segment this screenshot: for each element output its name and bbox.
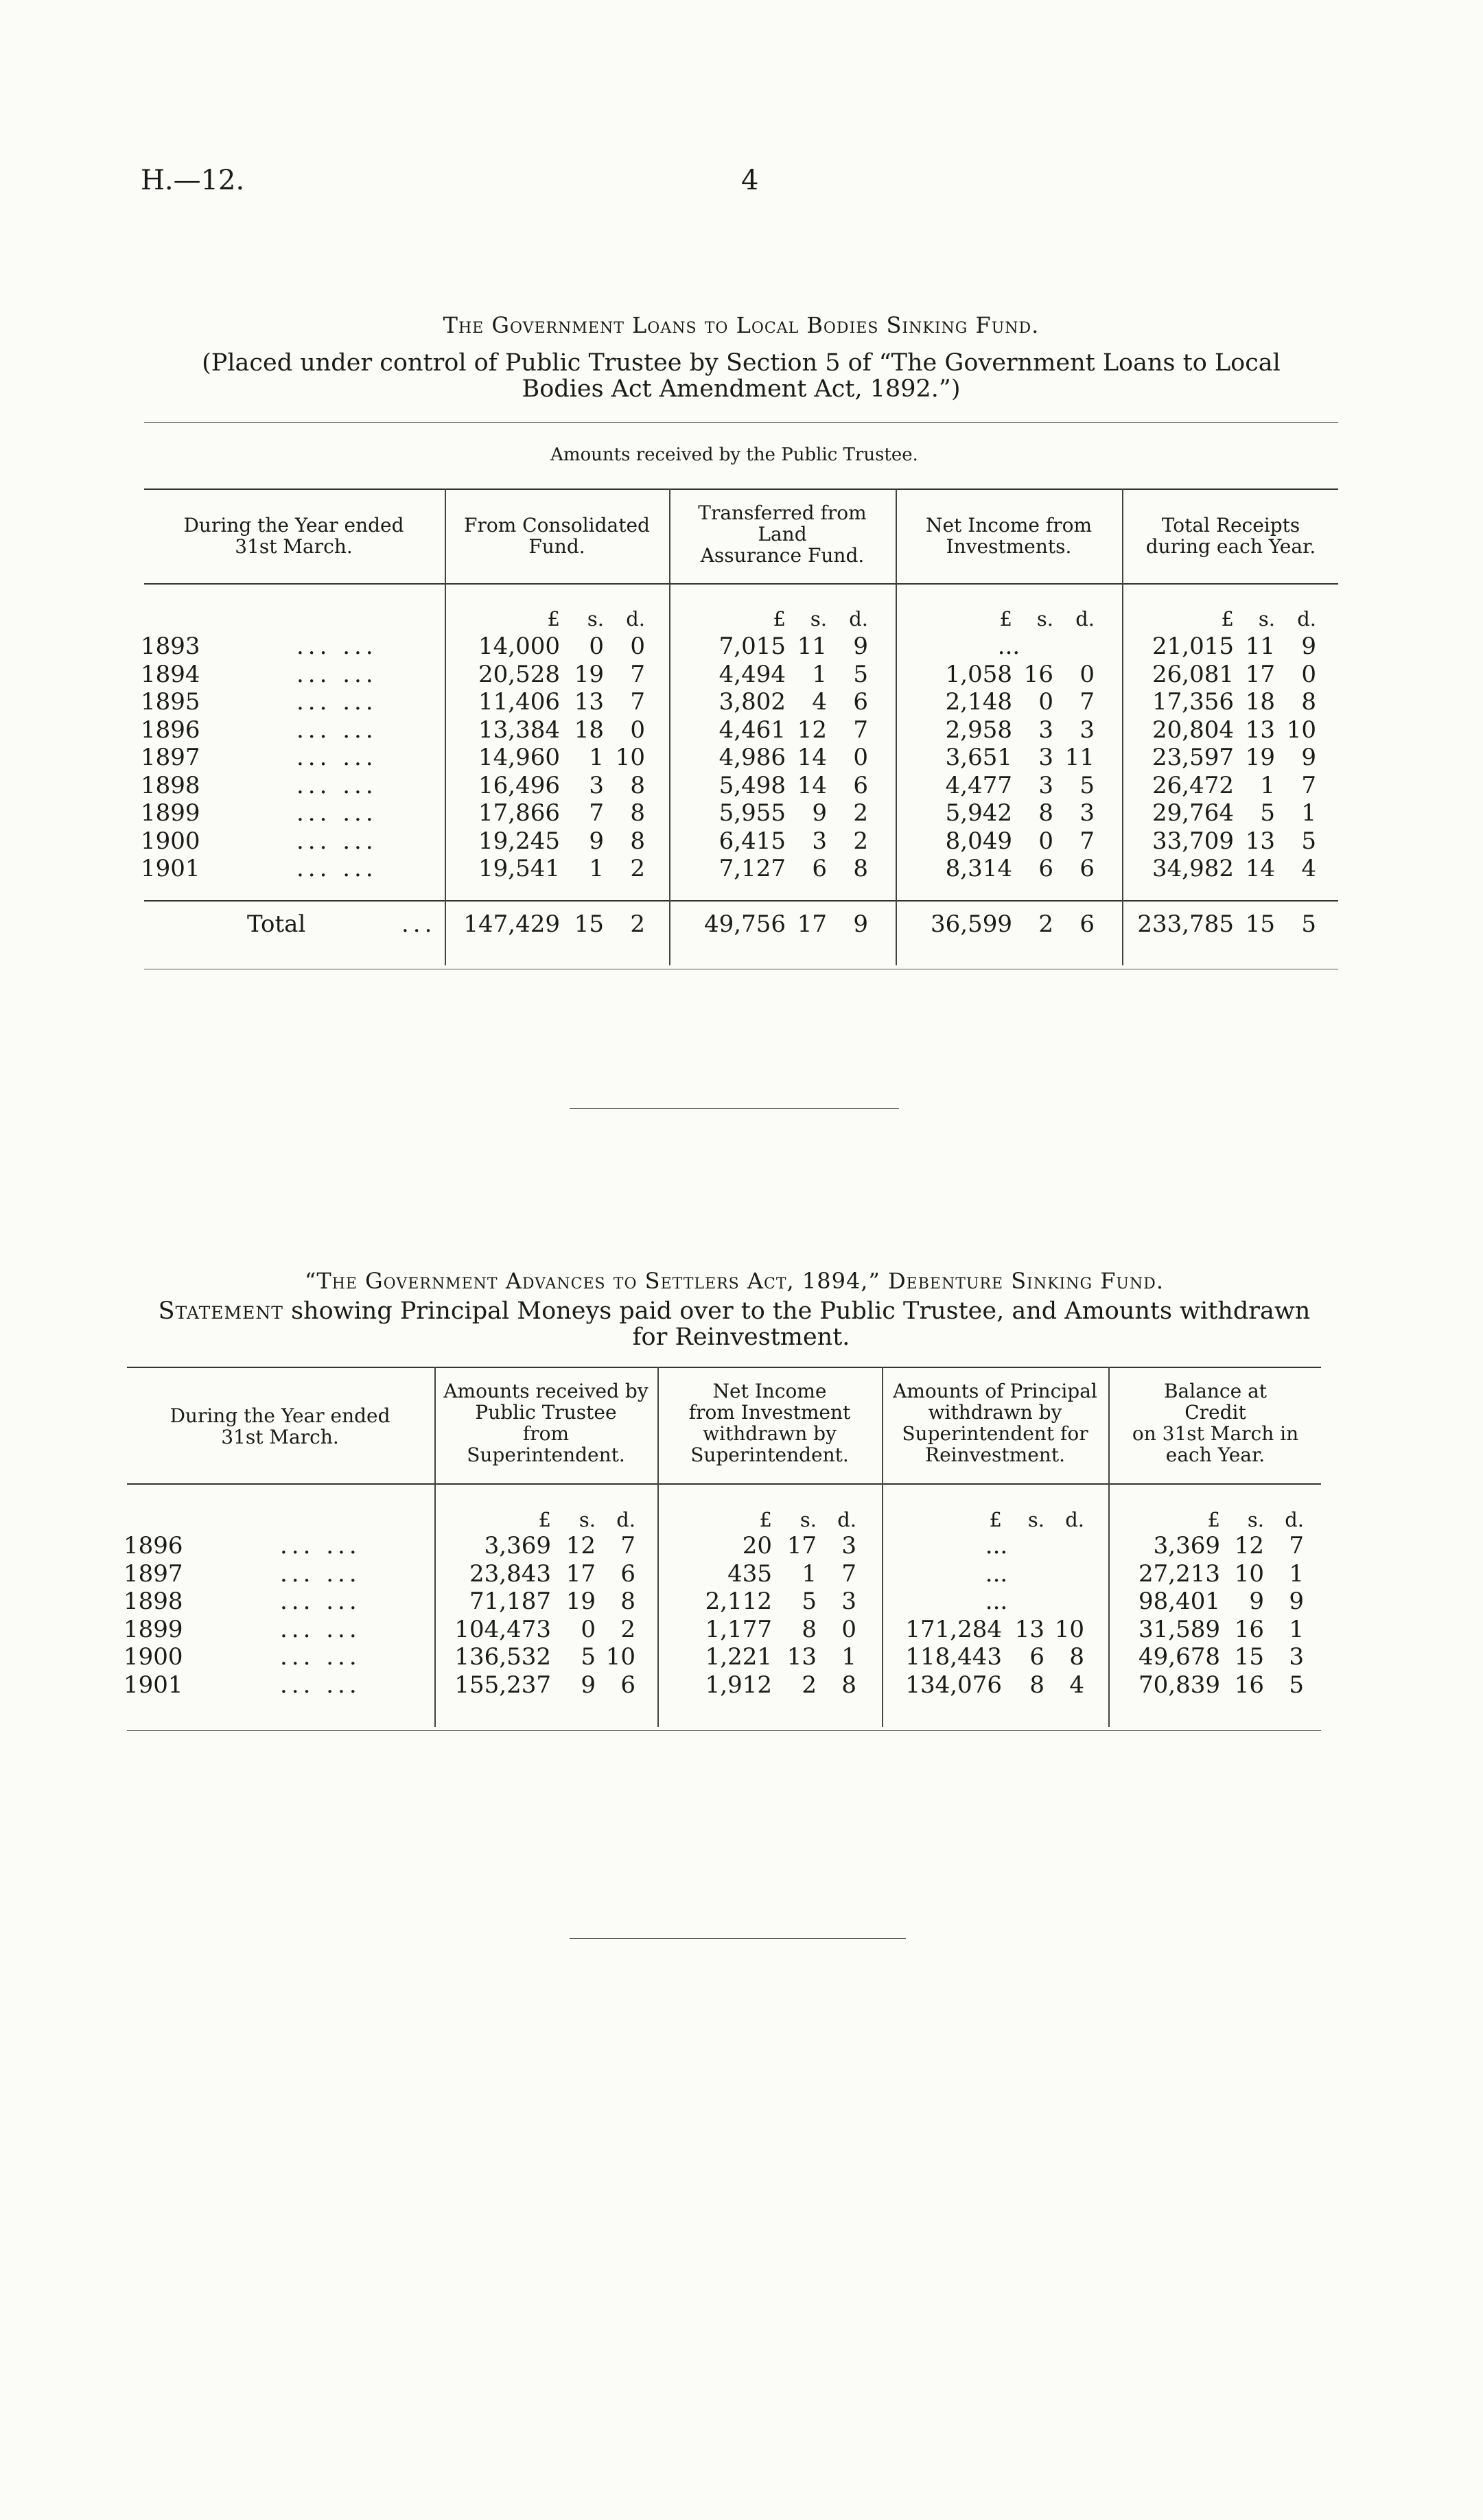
- cell-shillings: 9: [589, 827, 604, 855]
- t2-header-year: During the Year ended 31st March.: [170, 1404, 390, 1448]
- row-leader-dots: ... ...: [296, 716, 377, 744]
- row-year: 1893: [141, 633, 200, 660]
- t1-rule-header-top: [144, 488, 1338, 490]
- t1-header-total-receipts: Total Receipts during each Year.: [1145, 514, 1316, 558]
- row-year: 1899: [141, 799, 200, 827]
- cell-pounds: 34,982: [1152, 855, 1234, 882]
- unit-shillings: s.: [1027, 1508, 1044, 1531]
- cell-pence: 10: [1286, 716, 1316, 744]
- cell-pounds: 4,477: [945, 771, 1012, 799]
- cell-pence: 7: [1079, 688, 1095, 716]
- cell-pounds: 26,472: [1152, 771, 1234, 799]
- table-row: [0, 744, 1483, 771]
- unit-pence: d.: [1065, 1508, 1084, 1531]
- cell-shillings: 8: [1038, 799, 1053, 827]
- cell-pounds: 1,221: [705, 1643, 772, 1671]
- cell-shillings: 11: [1245, 633, 1275, 660]
- cell-pounds: 435: [727, 1559, 772, 1588]
- total-pounds: 49,756: [704, 910, 786, 938]
- cell-pounds: 1,912: [705, 1671, 772, 1699]
- cell-pounds: 29,764: [1152, 799, 1234, 827]
- cell-shillings: 3: [1038, 771, 1053, 799]
- cell-pounds: 104,473: [454, 1615, 551, 1643]
- unit-shillings: s.: [1258, 607, 1275, 631]
- cell-pounds: 1,058: [945, 660, 1012, 688]
- unit-pound: £: [989, 1508, 1002, 1531]
- cell-shillings: 0: [1038, 827, 1053, 855]
- row-year: 1897: [141, 744, 200, 771]
- cell-pence: 7: [630, 688, 645, 716]
- cell-shillings: 16: [1234, 1615, 1264, 1643]
- table-row: [0, 1616, 1483, 1643]
- cell-pence: 3: [1079, 799, 1095, 827]
- cell-pence: 4: [1069, 1671, 1084, 1699]
- cell-shillings: 19: [574, 660, 604, 688]
- cell-pounds: 136,532: [454, 1643, 551, 1671]
- cell-pounds: 17,866: [478, 799, 560, 827]
- cell-pence: 1: [1289, 1559, 1304, 1588]
- cell-pence: 8: [853, 855, 868, 882]
- cell-pence: 1: [841, 1643, 856, 1671]
- cell-shillings: 17: [565, 1559, 596, 1588]
- cell-pounds: 16,496: [478, 771, 560, 799]
- cell-shillings: 10: [1234, 1559, 1264, 1588]
- section2-statement-line2: for Reinvestment.: [632, 1323, 850, 1351]
- cell-nil: ...: [985, 1559, 1008, 1588]
- row-leader-dots: ...: [401, 910, 436, 938]
- row-leader-dots: ... ...: [280, 1643, 361, 1671]
- cell-pence: 7: [630, 660, 645, 688]
- cell-pounds: 13,384: [478, 716, 560, 744]
- t2-header-received: Amounts received by Public Trustee from Superintendent.: [443, 1380, 649, 1466]
- cell-pence: 7: [1079, 827, 1095, 855]
- cell-pounds: 2,112: [705, 1588, 772, 1615]
- section1-subtitle-line1: (Placed under control of Public Trustee by Section 5 of “The Government Loans to Local: [202, 349, 1281, 377]
- cell-pounds: 4,461: [719, 716, 786, 744]
- section2-statement-line1: [124, 1298, 1345, 1324]
- cell-pence: 3: [1079, 716, 1095, 744]
- section-divider: [570, 1938, 906, 1939]
- statement-word: Statement: [158, 1297, 283, 1325]
- row-leader-dots: ... ...: [296, 744, 377, 771]
- cell-shillings: 7: [589, 799, 604, 827]
- cell-pence: 4: [1301, 855, 1316, 882]
- cell-shillings: 16: [1023, 660, 1053, 688]
- row-leader-dots: ... ...: [296, 633, 377, 660]
- cell-pounds: 19,541: [478, 855, 560, 882]
- cell-shillings: 13: [786, 1643, 817, 1671]
- cell-shillings: 15: [1234, 1643, 1264, 1671]
- unit-shillings: s.: [579, 1508, 596, 1531]
- cell-pence: 8: [620, 1588, 635, 1615]
- total-pounds: 233,785: [1137, 910, 1234, 938]
- cell-shillings: 8: [802, 1615, 817, 1643]
- row-leader-dots: ... ...: [296, 827, 377, 855]
- cell-shillings: 12: [797, 716, 827, 744]
- cell-pence: 7: [841, 1559, 856, 1588]
- row-year: 1899: [124, 1615, 183, 1643]
- cell-shillings: 6: [1029, 1643, 1044, 1671]
- t2-rule-header-bottom: [127, 1483, 1321, 1485]
- cell-shillings: 17: [786, 1532, 817, 1559]
- cell-shillings: 18: [574, 716, 604, 744]
- row-leader-dots: ... ...: [296, 855, 377, 882]
- cell-pounds: 27,213: [1138, 1559, 1220, 1588]
- cell-pence: 9: [853, 633, 868, 660]
- unit-pound: £: [1221, 607, 1234, 631]
- cell-pounds: 70,839: [1138, 1671, 1220, 1699]
- cell-shillings: 1: [589, 855, 604, 882]
- cell-shillings: 1: [802, 1559, 817, 1588]
- t2-rule-bottom: [127, 1730, 1321, 1731]
- cell-shillings: 3: [589, 771, 604, 799]
- cell-pounds: 19,245: [478, 827, 560, 855]
- cell-pounds: 26,081: [1152, 660, 1234, 688]
- cell-pounds: 5,942: [945, 799, 1012, 827]
- table-row: [0, 688, 1483, 716]
- cell-pence: 5: [1079, 771, 1095, 799]
- table-row: [0, 799, 1483, 827]
- row-year: 1894: [141, 660, 200, 688]
- cell-pounds: 14,960: [478, 744, 560, 771]
- row-leader-dots: ... ...: [280, 1588, 361, 1615]
- cell-shillings: 5: [581, 1643, 596, 1671]
- cell-shillings: 12: [1234, 1532, 1264, 1559]
- cell-pence: 1: [1301, 799, 1316, 827]
- unit-pence: d.: [837, 1508, 856, 1531]
- cell-pence: 6: [853, 771, 868, 799]
- section1-title: The Government Loans to Local Bodies Sinking Fund.: [443, 312, 1040, 338]
- section2-title: “The Government Advances to Settlers Act, 1894,” Debenture Sinking Fund.: [305, 1268, 1164, 1294]
- cell-pounds: 7,015: [719, 633, 786, 660]
- table-row: [0, 1560, 1483, 1588]
- t2-header-net-income: Net Income from Investment withdrawn by Superintendent.: [688, 1380, 851, 1466]
- cell-pence: 3: [841, 1588, 856, 1615]
- cell-pounds: 118,443: [905, 1643, 1002, 1671]
- cell-pounds: 8,049: [945, 827, 1012, 855]
- t2-rule-header-top: [127, 1367, 1321, 1368]
- cell-pounds: 134,076: [905, 1671, 1002, 1699]
- cell-shillings: 19: [1245, 744, 1275, 771]
- unit-pence: d.: [1297, 607, 1316, 631]
- cell-pence: 2: [620, 1615, 635, 1643]
- cell-shillings: 6: [1038, 855, 1053, 882]
- row-year: 1901: [124, 1671, 183, 1699]
- cell-pounds: 31,589: [1138, 1615, 1220, 1643]
- cell-pounds: 3,369: [1153, 1532, 1220, 1559]
- cell-shillings: 0: [581, 1615, 596, 1643]
- row-year: 1897: [124, 1559, 183, 1588]
- row-leader-dots: ... ...: [280, 1532, 361, 1559]
- cell-pence: 6: [853, 688, 868, 716]
- total-pounds: 36,599: [931, 910, 1012, 938]
- row-leader-dots: ... ...: [296, 660, 377, 688]
- total-shillings: 17: [797, 910, 827, 938]
- cell-pence: 8: [630, 799, 645, 827]
- cell-pence: 5: [853, 660, 868, 688]
- cell-shillings: 5: [802, 1588, 817, 1615]
- unit-shillings: s.: [587, 607, 604, 631]
- cell-pence: 1: [1289, 1615, 1304, 1643]
- cell-pence: 0: [841, 1615, 856, 1643]
- cell-shillings: 0: [589, 633, 604, 660]
- cell-pounds: 2,958: [945, 716, 1012, 744]
- cell-shillings: 13: [1245, 716, 1275, 744]
- row-leader-dots: ... ...: [296, 688, 377, 716]
- cell-shillings: 8: [1029, 1671, 1044, 1699]
- cell-pence: 7: [1301, 771, 1316, 799]
- t1-header-land-assurance: Transferred from Land Assurance Fund.: [698, 502, 867, 567]
- cell-pounds: 3,802: [719, 688, 786, 716]
- cell-pounds: 3,369: [484, 1532, 551, 1559]
- cell-pence: 0: [853, 744, 868, 771]
- cell-pounds: 11,406: [478, 688, 560, 716]
- cell-shillings: 5: [1260, 799, 1275, 827]
- cell-pounds: 4,494: [719, 660, 786, 688]
- unit-pence: d.: [616, 1508, 635, 1531]
- cell-pence: 8: [630, 827, 645, 855]
- unit-shillings: s.: [1247, 1508, 1264, 1531]
- unit-pound: £: [759, 1508, 772, 1531]
- table-row: [0, 633, 1483, 660]
- cell-pounds: 49,678: [1138, 1643, 1220, 1671]
- section-divider: [570, 1108, 899, 1109]
- cell-pence: 6: [1079, 855, 1095, 882]
- cell-pence: 0: [1301, 660, 1316, 688]
- cell-pounds: 20,804: [1152, 716, 1234, 744]
- cell-pence: 10: [1054, 1615, 1084, 1643]
- t1-header-year: During the Year ended 31st March.: [183, 514, 404, 558]
- cell-shillings: 14: [797, 744, 827, 771]
- table-row: [0, 1532, 1483, 1559]
- cell-shillings: 0: [1038, 688, 1053, 716]
- total-pence: 9: [853, 910, 868, 938]
- cell-pounds: 23,843: [469, 1559, 551, 1588]
- cell-pence: 8: [630, 771, 645, 799]
- cell-nil: ...: [997, 633, 1020, 660]
- cell-pence: 3: [841, 1532, 856, 1559]
- cell-pence: 9: [1301, 633, 1316, 660]
- row-leader-dots: ... ...: [280, 1559, 361, 1588]
- table-row: [0, 1643, 1483, 1671]
- cell-shillings: 3: [1038, 716, 1053, 744]
- cell-shillings: 14: [797, 771, 827, 799]
- unit-pound: £: [538, 1508, 551, 1531]
- cell-pence: 9: [1301, 744, 1316, 771]
- unit-pence: d.: [849, 607, 868, 631]
- cell-pence: 7: [1289, 1532, 1304, 1559]
- row-year: 1901: [141, 855, 200, 882]
- statement-text: showing Principal Moneys paid over to the Public Trustee, and Amounts withdrawn: [283, 1297, 1311, 1325]
- total-shillings: 2: [1038, 910, 1053, 938]
- row-year: 1898: [124, 1588, 183, 1615]
- cell-pence: 7: [620, 1532, 635, 1559]
- cell-pounds: 7,127: [719, 855, 786, 882]
- cell-pounds: 5,955: [719, 799, 786, 827]
- section1-caption: Amounts received by the Public Trustee.: [550, 445, 918, 465]
- cell-pounds: 171,284: [905, 1615, 1002, 1643]
- cell-pounds: 98,401: [1138, 1588, 1220, 1615]
- cell-shillings: 17: [1245, 660, 1275, 688]
- cell-shillings: 4: [812, 688, 827, 716]
- cell-pence: 8: [1301, 688, 1316, 716]
- cell-pence: 9: [1289, 1588, 1304, 1615]
- cell-shillings: 9: [812, 799, 827, 827]
- cell-pounds: 71,187: [469, 1588, 551, 1615]
- cell-pence: 10: [615, 744, 645, 771]
- cell-pounds: 33,709: [1152, 827, 1234, 855]
- table-row: [0, 1588, 1483, 1615]
- t1-rule-total-top: [144, 900, 1338, 902]
- unit-pound: £: [547, 607, 560, 631]
- cell-shillings: 3: [812, 827, 827, 855]
- row-leader-dots: ... ...: [280, 1671, 361, 1699]
- total-label: Total: [247, 910, 306, 938]
- cell-pence: 7: [853, 716, 868, 744]
- cell-pounds: 2,148: [945, 688, 1012, 716]
- cell-shillings: 9: [581, 1671, 596, 1699]
- unit-shillings: s.: [810, 607, 827, 631]
- table-row: [0, 855, 1483, 882]
- page-number: 4: [741, 165, 759, 196]
- cell-shillings: 11: [797, 633, 827, 660]
- cell-pence: 8: [841, 1671, 856, 1699]
- cell-pounds: 1,177: [705, 1615, 772, 1643]
- cell-pence: 0: [1079, 660, 1095, 688]
- table-row: [0, 772, 1483, 799]
- unit-pound: £: [773, 607, 786, 631]
- unit-pence: d.: [1285, 1508, 1304, 1531]
- table-row: [0, 827, 1483, 855]
- table-total-row: [0, 910, 1483, 938]
- unit-pence: d.: [626, 607, 645, 631]
- section1-subtitle-line2: Bodies Act Amendment Act, 1892.”): [522, 375, 961, 403]
- cell-shillings: 1: [812, 660, 827, 688]
- cell-pounds: 20: [742, 1532, 772, 1559]
- cell-nil: ...: [985, 1588, 1008, 1615]
- cell-pence: 5: [1301, 827, 1316, 855]
- t2-header-principal: Amounts of Principal withdrawn by Superintendent for Reinvestment.: [893, 1380, 1097, 1466]
- cell-pounds: 155,237: [454, 1671, 551, 1699]
- total-pence: 2: [630, 910, 645, 938]
- cell-pence: 10: [605, 1643, 635, 1671]
- cell-pounds: 23,597: [1152, 744, 1234, 771]
- cell-pence: 0: [630, 716, 645, 744]
- unit-shillings: s.: [1036, 607, 1053, 631]
- row-year: 1900: [141, 827, 200, 855]
- cell-shillings: 1: [1260, 771, 1275, 799]
- cell-pounds: 4,986: [719, 744, 786, 771]
- cell-shillings: 13: [1014, 1615, 1044, 1643]
- t2-header-balance: Balance at Credit on 31st March in each Year.: [1132, 1380, 1299, 1466]
- unit-pound: £: [1207, 1508, 1220, 1531]
- cell-pounds: 5,498: [719, 771, 786, 799]
- cell-pence: 11: [1064, 744, 1095, 771]
- document-reference: H.—12.: [141, 165, 245, 196]
- total-pence: 5: [1301, 910, 1316, 938]
- unit-pound: £: [999, 607, 1012, 631]
- t1-rule-header-bottom: [144, 583, 1338, 585]
- cell-pence: 6: [620, 1671, 635, 1699]
- cell-pence: 2: [853, 799, 868, 827]
- total-pounds: 147,429: [463, 910, 560, 938]
- row-year: 1900: [124, 1643, 183, 1671]
- total-pence: 6: [1079, 910, 1095, 938]
- cell-shillings: 9: [1249, 1588, 1264, 1615]
- cell-shillings: 19: [565, 1588, 596, 1615]
- cell-pounds: 17,356: [1152, 688, 1234, 716]
- cell-pounds: 8,314: [945, 855, 1012, 882]
- total-shillings: 15: [574, 910, 604, 938]
- cell-pounds: 20,528: [478, 660, 560, 688]
- table-row: [0, 716, 1483, 744]
- unit-shillings: s.: [799, 1508, 817, 1531]
- cell-pence: 5: [1289, 1671, 1304, 1699]
- table-row: [0, 1671, 1483, 1699]
- cell-pence: 2: [630, 855, 645, 882]
- row-year: 1896: [124, 1532, 183, 1559]
- cell-pence: 0: [630, 633, 645, 660]
- cell-pence: 2: [853, 827, 868, 855]
- table-row: [0, 661, 1483, 688]
- cell-shillings: 6: [812, 855, 827, 882]
- row-leader-dots: ... ...: [296, 799, 377, 827]
- row-year: 1895: [141, 688, 200, 716]
- row-year: 1898: [141, 771, 200, 799]
- cell-shillings: 14: [1245, 855, 1275, 882]
- cell-pounds: 3,651: [945, 744, 1012, 771]
- cell-shillings: 18: [1245, 688, 1275, 716]
- cell-shillings: 2: [802, 1671, 817, 1699]
- cell-pence: 3: [1289, 1643, 1304, 1671]
- cell-shillings: 1: [589, 744, 604, 771]
- unit-pence: d.: [1075, 607, 1095, 631]
- cell-shillings: 12: [565, 1532, 596, 1559]
- cell-pounds: 6,415: [719, 827, 786, 855]
- cell-shillings: 16: [1234, 1671, 1264, 1699]
- cell-pounds: 21,015: [1152, 633, 1234, 660]
- cell-pence: 6: [620, 1559, 635, 1588]
- cell-shillings: 3: [1038, 744, 1053, 771]
- cell-shillings: 13: [1245, 827, 1275, 855]
- t1-header-net-income: Net Income from Investments.: [925, 514, 1093, 558]
- row-leader-dots: ... ...: [296, 771, 377, 799]
- cell-nil: ...: [985, 1532, 1008, 1559]
- total-shillings: 15: [1245, 910, 1275, 938]
- t1-header-consolidated: From Consolidated Fund.: [464, 514, 650, 558]
- cell-pounds: 14,000: [478, 633, 560, 660]
- row-year: 1896: [141, 716, 200, 744]
- row-leader-dots: ... ...: [280, 1615, 361, 1643]
- cell-shillings: 13: [574, 688, 604, 716]
- section1-rule-top: [144, 422, 1338, 423]
- cell-pence: 8: [1069, 1643, 1084, 1671]
